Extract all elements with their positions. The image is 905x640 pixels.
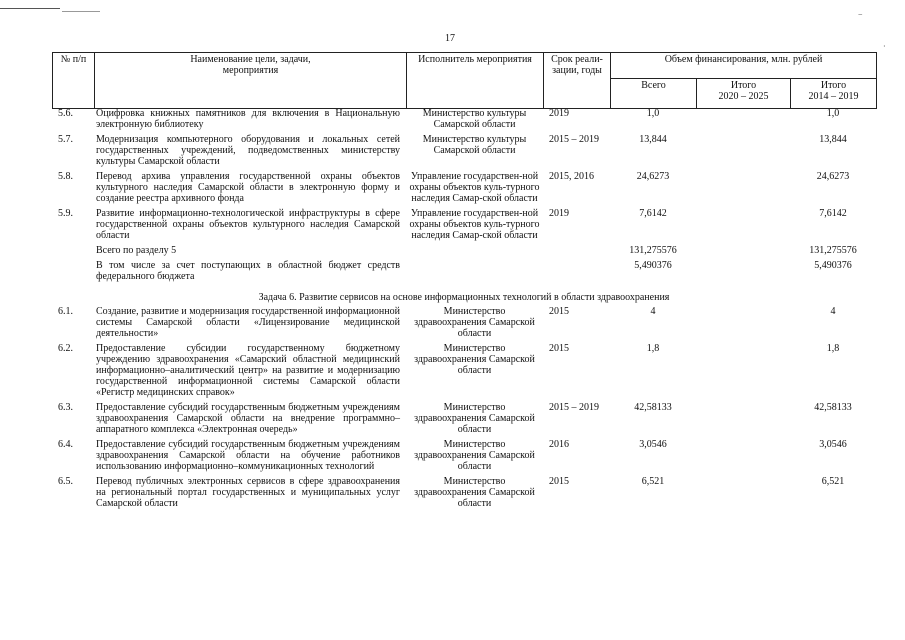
- row-2020-2025: [696, 439, 790, 476]
- row-number: [52, 260, 94, 286]
- row-executor: Министерство здравоохранения Самарской области: [414, 439, 535, 472]
- row-term: [543, 245, 610, 260]
- table-row: [52, 439, 876, 476]
- row-2020-2025: [696, 476, 790, 513]
- row-2020-2025: [696, 108, 790, 134]
- row-number: 6.3.: [58, 402, 73, 413]
- table-row: [52, 108, 876, 134]
- table-row: [52, 306, 876, 343]
- row-term: 2015: [549, 306, 569, 317]
- row-term: 2015, 2016: [549, 171, 594, 182]
- row-2014-2019: 6,521: [821, 476, 845, 487]
- row-total: 4: [650, 306, 656, 317]
- row-2014-2019: 131,275576: [809, 245, 857, 256]
- row-goal: Развитие информационно-технологической инфраструктуры в сфере государственной охраны объектов культурного наследия Самарской области: [96, 208, 400, 241]
- row-number: 6.4.: [58, 439, 73, 450]
- row-number: 5.9.: [58, 208, 73, 219]
- row-total: 1,0: [646, 108, 660, 119]
- row-2014-2019: 1,8: [826, 343, 840, 354]
- row-executor: Министерство культуры Самарской области: [422, 108, 527, 130]
- header-2020-2025: Итого 2020 – 2025: [697, 79, 791, 109]
- table-row: [52, 343, 876, 402]
- header-num: № п/п: [53, 53, 95, 109]
- row-total: 5,490376: [634, 260, 672, 271]
- row-executor: Управление государствен-ной охраны объектов куль-турного наследия Самар-ской области: [409, 208, 540, 241]
- row-goal: Модернизация компьютерного оборудования и локальных сетей государственных учреждений, подведомственных министерству культуры Самарской области: [96, 134, 400, 167]
- row-goal: Предоставление субсидий государственным бюджетным учреждениям здравоохранения Самарской области на внедрение программно–аппаратного комплекса «Электронная очередь»: [96, 402, 400, 435]
- row-executor: Министерство здравоохранения Самарской области: [414, 476, 535, 509]
- row-executor: [406, 260, 543, 286]
- row-total: 24,6273: [636, 171, 670, 182]
- row-number: 5.6.: [58, 108, 73, 119]
- row-2020-2025: [696, 171, 790, 208]
- row-term: 2015: [549, 343, 569, 354]
- scan-artifact: ·: [883, 42, 886, 51]
- row-2020-2025: [696, 260, 790, 286]
- row-2014-2019: 4: [830, 306, 836, 317]
- row-goal: В том числе за счет поступающих в областной бюджет средств федерального бюджета: [96, 260, 400, 282]
- scan-artifact: −: [858, 10, 863, 19]
- row-2014-2019: 1,0: [826, 108, 840, 119]
- row-term: 2016: [549, 439, 569, 450]
- row-2014-2019: 42,58133: [814, 402, 852, 413]
- row-number: 6.2.: [58, 343, 73, 354]
- row-total: 13,844: [639, 134, 667, 145]
- row-2020-2025: [696, 208, 790, 245]
- row-term: 2015 – 2019: [549, 402, 599, 413]
- table-row: [52, 208, 876, 245]
- table-row: [52, 402, 876, 439]
- page-number: 17: [445, 33, 455, 44]
- row-total: 3,0546: [639, 439, 667, 450]
- row-number: 5.8.: [58, 171, 73, 182]
- row-goal: Предоставление субсидий государственным бюджетным учреждениям здравоохранения Самарской области на обучение работников использованию информационно–коммуникационных технологий: [96, 439, 400, 472]
- row-goal: Перевод архива управления государственной охраны объектов культурного наследия Самарской области в электронную форму и создание реестра архивного фонда: [96, 171, 400, 204]
- header-goal: Наименование цели, задачи, мероприятия: [95, 53, 407, 109]
- row-2020-2025: [696, 245, 790, 260]
- header-table: [52, 52, 877, 109]
- row-2014-2019: 13,844: [819, 134, 847, 145]
- row-2020-2025: [696, 343, 790, 402]
- table-row: [52, 245, 876, 260]
- row-term: [543, 260, 610, 286]
- row-total: 6,521: [641, 476, 665, 487]
- row-term: 2015: [549, 476, 569, 487]
- body-table: [52, 108, 876, 513]
- header-2014-2019: Итого 2014 – 2019: [791, 79, 877, 109]
- row-2014-2019: 3,0546: [819, 439, 847, 450]
- row-2020-2025: [696, 402, 790, 439]
- row-goal: Перевод публичных электронных сервисов в сфере здравоохранения на региональный портал государственных и муниципальных услуг Самарской области: [96, 476, 400, 509]
- row-total: 42,58133: [634, 402, 672, 413]
- scan-line: [62, 11, 100, 12]
- row-executor: Управление государствен-ной охраны объектов куль-турного наследия Самар-ской области: [409, 171, 540, 204]
- row-total: 131,275576: [629, 245, 677, 256]
- row-2014-2019: 7,6142: [819, 208, 847, 219]
- row-term: 2015 – 2019: [549, 134, 599, 145]
- row-goal: Всего по разделу 5: [96, 245, 177, 256]
- row-number: [52, 245, 94, 260]
- row-total: 1,8: [646, 343, 660, 354]
- header-executor: Исполнитель мероприятия: [407, 53, 544, 109]
- row-2020-2025: [696, 306, 790, 343]
- row-total: 7,6142: [639, 208, 667, 219]
- row-executor: Министерство здравоохранения Самарской области: [414, 343, 535, 376]
- row-term: 2019: [549, 108, 569, 119]
- row-executor: [406, 245, 543, 260]
- row-executor: Министерство культуры Самарской области: [422, 134, 527, 156]
- header-total: Всего: [611, 79, 697, 109]
- row-goal: Предоставление субсидии государственному бюджетному учреждению здравоохранения «Самарский областной медицинский информационно–аналитический центр» на развитие и модернизацию государственной информационной системы Самарской области «Регистр медицинских справок»: [96, 343, 400, 398]
- table-row: [52, 171, 876, 208]
- table-row: [52, 260, 876, 286]
- row-executor: Министерство здравоохранения Самарской области: [414, 306, 535, 339]
- table-row: [52, 476, 876, 513]
- header-term: Срок реали- зации, годы: [544, 53, 611, 109]
- row-number: 6.1.: [58, 306, 73, 317]
- row-number: 6.5.: [58, 476, 73, 487]
- scan-line: [0, 8, 60, 9]
- row-term: 2019: [549, 208, 569, 219]
- row-2020-2025: [696, 134, 790, 171]
- row-executor: Министерство здравоохранения Самарской области: [414, 402, 535, 435]
- row-2014-2019: 24,6273: [816, 171, 850, 182]
- row-2014-2019: 5,490376: [814, 260, 852, 271]
- row-goal: Создание, развитие и модернизация государственной информационной системы Самарской области «Лицензирование медицинской деятельности»: [96, 306, 400, 339]
- table-row: [52, 134, 876, 171]
- header-financing: Объем финансирования, млн. рублей: [611, 53, 877, 79]
- row-goal: Оцифровка книжных памятников для включения в Национальную электронную библиотеку: [96, 108, 400, 130]
- task-6-heading: Задача 6. Развитие сервисов на основе информационных технологий в области здравоохранения: [258, 292, 670, 303]
- row-number: 5.7.: [58, 134, 73, 145]
